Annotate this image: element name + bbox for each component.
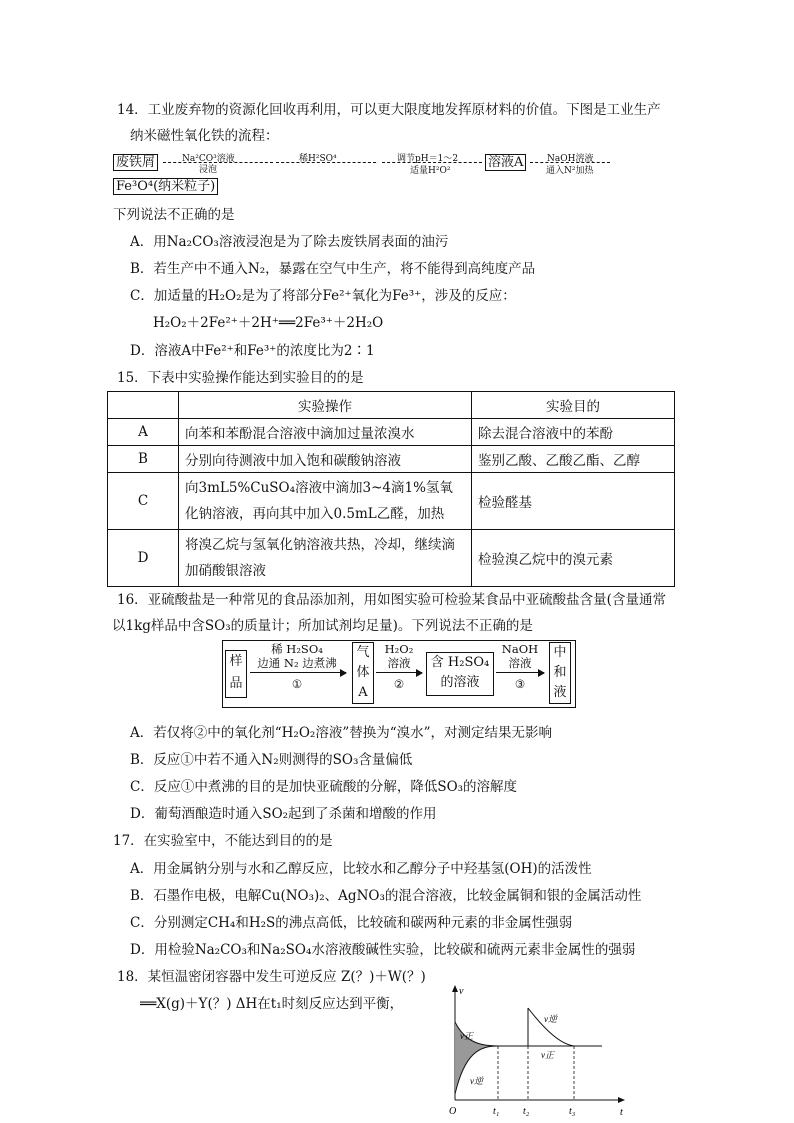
q17-option-b: B．石墨作电极，电解Cu(NO₃)₂、AgNO₃的混合溶液，比较金属铜和银的金属活动性 [130,888,642,904]
row-operation: 将溴乙烷与氢氧化钠溶液共热，冷却，继续滴加硝酸银溶液 [179,530,472,587]
q16-option-b: B．反应①中若不通入N₂则测得的SO₃含量偏低 [130,752,413,768]
arrow2-mid: 溶液 [387,656,411,670]
table-header-row [108,392,675,419]
v-reverse-label-2: v逆 [544,1014,557,1024]
table-row [108,419,675,446]
flow-step1-bottom: 浸泡 [199,165,218,175]
q17-option-d: D．用检验Na₂CO₃和Na₂SO₄水溶液酸碱性实验，比较碳和硫两元素非金属性的强弱 [130,942,636,958]
q16-option-a: A．若仅将②中的氧化剂“H₂O₂溶液”替换为“溴水”，对测定结果无影响 [130,725,553,741]
q16-line2: 以1kg样品中含SO₃的质量计；所加试剂均足量)。下列说法不正确的是 [112,618,533,634]
flow-end-box: Fe³O⁴(纳米粒子) [113,178,218,195]
flow-step3-top: 调节pH＝1～2 [397,154,459,164]
arrow1-num: ① [291,677,303,691]
flow-step1-top: Na²CO³溶液 [182,154,235,164]
table-header-cell [108,392,179,419]
v-reverse-label-1: v逆 [470,1076,483,1086]
row-label: D [108,530,179,587]
axis-t-label: t [620,1107,623,1118]
q17-stem: 17．在实验室中，不能达到目的的是 [113,833,333,849]
arrow2-top: H₂O₂ [384,642,414,656]
table-row [108,446,675,473]
q15-stem: 15．下表中实验操作能达到实验目的的是 [117,370,364,386]
row-operation: 向苯和苯酚混合溶液中滴加过量浓溴水 [179,419,472,446]
table-header-cell: 实验目的 [472,392,675,419]
table-row [108,530,675,587]
flow-start-box: 废铁屑 [113,154,158,171]
arrow1-mid: 边通 N₂ 边煮沸 [257,656,337,670]
v-forward-label-1: v正 [460,1031,473,1041]
q18-rate-graph [440,982,630,1118]
axis-v-label: v [459,986,464,997]
flow-mid-box: 溶液A [485,154,526,171]
t2-label: t₂ [523,1106,530,1117]
origin-label: O [449,1106,457,1117]
flow-step3-bottom: 适量H²O² [410,166,451,176]
row-label: A [108,419,179,446]
arrow3-mid: 溶液 [508,656,532,670]
q14-equation: H₂O₂＋2Fe²⁺＋2H⁺══2Fe³⁺＋2H₂O [153,315,384,331]
q17-option-a: A．用金属钠分别与水和乙醇反应，比较水和乙醇分子中羟基氢(OH)的活泼性 [130,861,592,877]
row-label: C [108,473,179,530]
row-goal: 除去混合溶液中的苯酚 [472,419,675,446]
row-goal: 检验溴乙烷中的溴元素 [472,530,675,587]
arrow3-top: NaOH [501,642,539,656]
q17-option-c: C．分别测定CH₄和H₂S的沸点高低，比较硫和碳两种元素的非金属性强弱 [130,915,573,931]
q14-line1: 14．工业废弃物的资源化回收再利用，可以更大限度地发挥原材料的价值。下图是工业生产 [117,102,661,118]
q18-line1: 18．某恒温密闭容器中发生可逆反应 Z(？)＋W(？) [117,969,426,985]
q15-table [107,391,675,587]
arrow3-num: ③ [514,677,526,691]
flow-step4-bottom: 通入N²加热 [546,166,594,176]
q14-stem: 下列说法不正确的是 [113,207,235,223]
arrow2-num: ② [393,677,405,691]
q14-option-b: B．若生产中不通入N₂，暴露在空气中生产，将不能得到高纯度产品 [130,261,536,277]
row-label: B [108,446,179,473]
row-operation: 向3mL5%CuSO₄溶液中滴加3~4滴1%氢氧化钠溶液，再向其中加入0.5mL乙醛，加热 [179,473,472,530]
q14-option-a: A．用Na₂CO₃溶液浸泡是为了除去废铁屑表面的油污 [130,234,449,250]
flow-box-neutral: 中和液 [549,642,571,704]
table-header-cell: 实验操作 [179,392,472,419]
arrow1-top: 稀 H₂SO₄ [271,642,323,656]
q16-line1: 16．亚硫酸盐是一种常见的食品添加剂，用如图实验可检验某食品中亚硫酸盐含量(含量通常 [117,592,666,608]
flow-box-gas: 气体A [352,642,374,704]
flow-step4-top: NaOH溶液 [547,154,594,164]
flow-box-sample: 样品 [225,650,247,698]
v-forward-label-2: v正 [541,1050,554,1060]
q14-option-c: C．加适量的H₂O₂是为了将部分Fe²⁺氧化为Fe³⁺，涉及的反应： [130,288,516,304]
solution-line1: 含 H₂SO₄ [430,655,490,670]
t3-label: t₃ [569,1106,576,1117]
q16-option-c: C．反应①中煮沸的目的是加快亚硫酸的分解，降低SO₃的溶解度 [130,779,518,795]
solution-line2: 的溶液 [440,675,480,690]
t1-label: t₁ [493,1106,500,1117]
q14-line2: 纳米磁性氧化铁的流程： [130,128,279,144]
row-operation: 分别向待测液中加入饱和碳酸钠溶液 [179,446,472,473]
flow-box-solution [426,652,494,696]
q18-line2: ══X(g)＋Y(？) ΔH在t₁时刻反应达到平衡， [140,996,404,1012]
q14-option-d: D．溶液A中Fe²⁺和Fe³⁺的浓度比为2∶1 [130,343,375,359]
row-goal: 鉴别乙酸、乙酸乙酯、乙醇 [472,446,675,473]
q16-option-d: D．葡萄酒酿造时通入SO₂起到了杀菌和增酸的作用 [130,806,437,822]
table-row [108,473,675,530]
row-goal: 检验醛基 [472,473,675,530]
flow-step2-top: 稀H²SO⁴ [299,154,337,164]
